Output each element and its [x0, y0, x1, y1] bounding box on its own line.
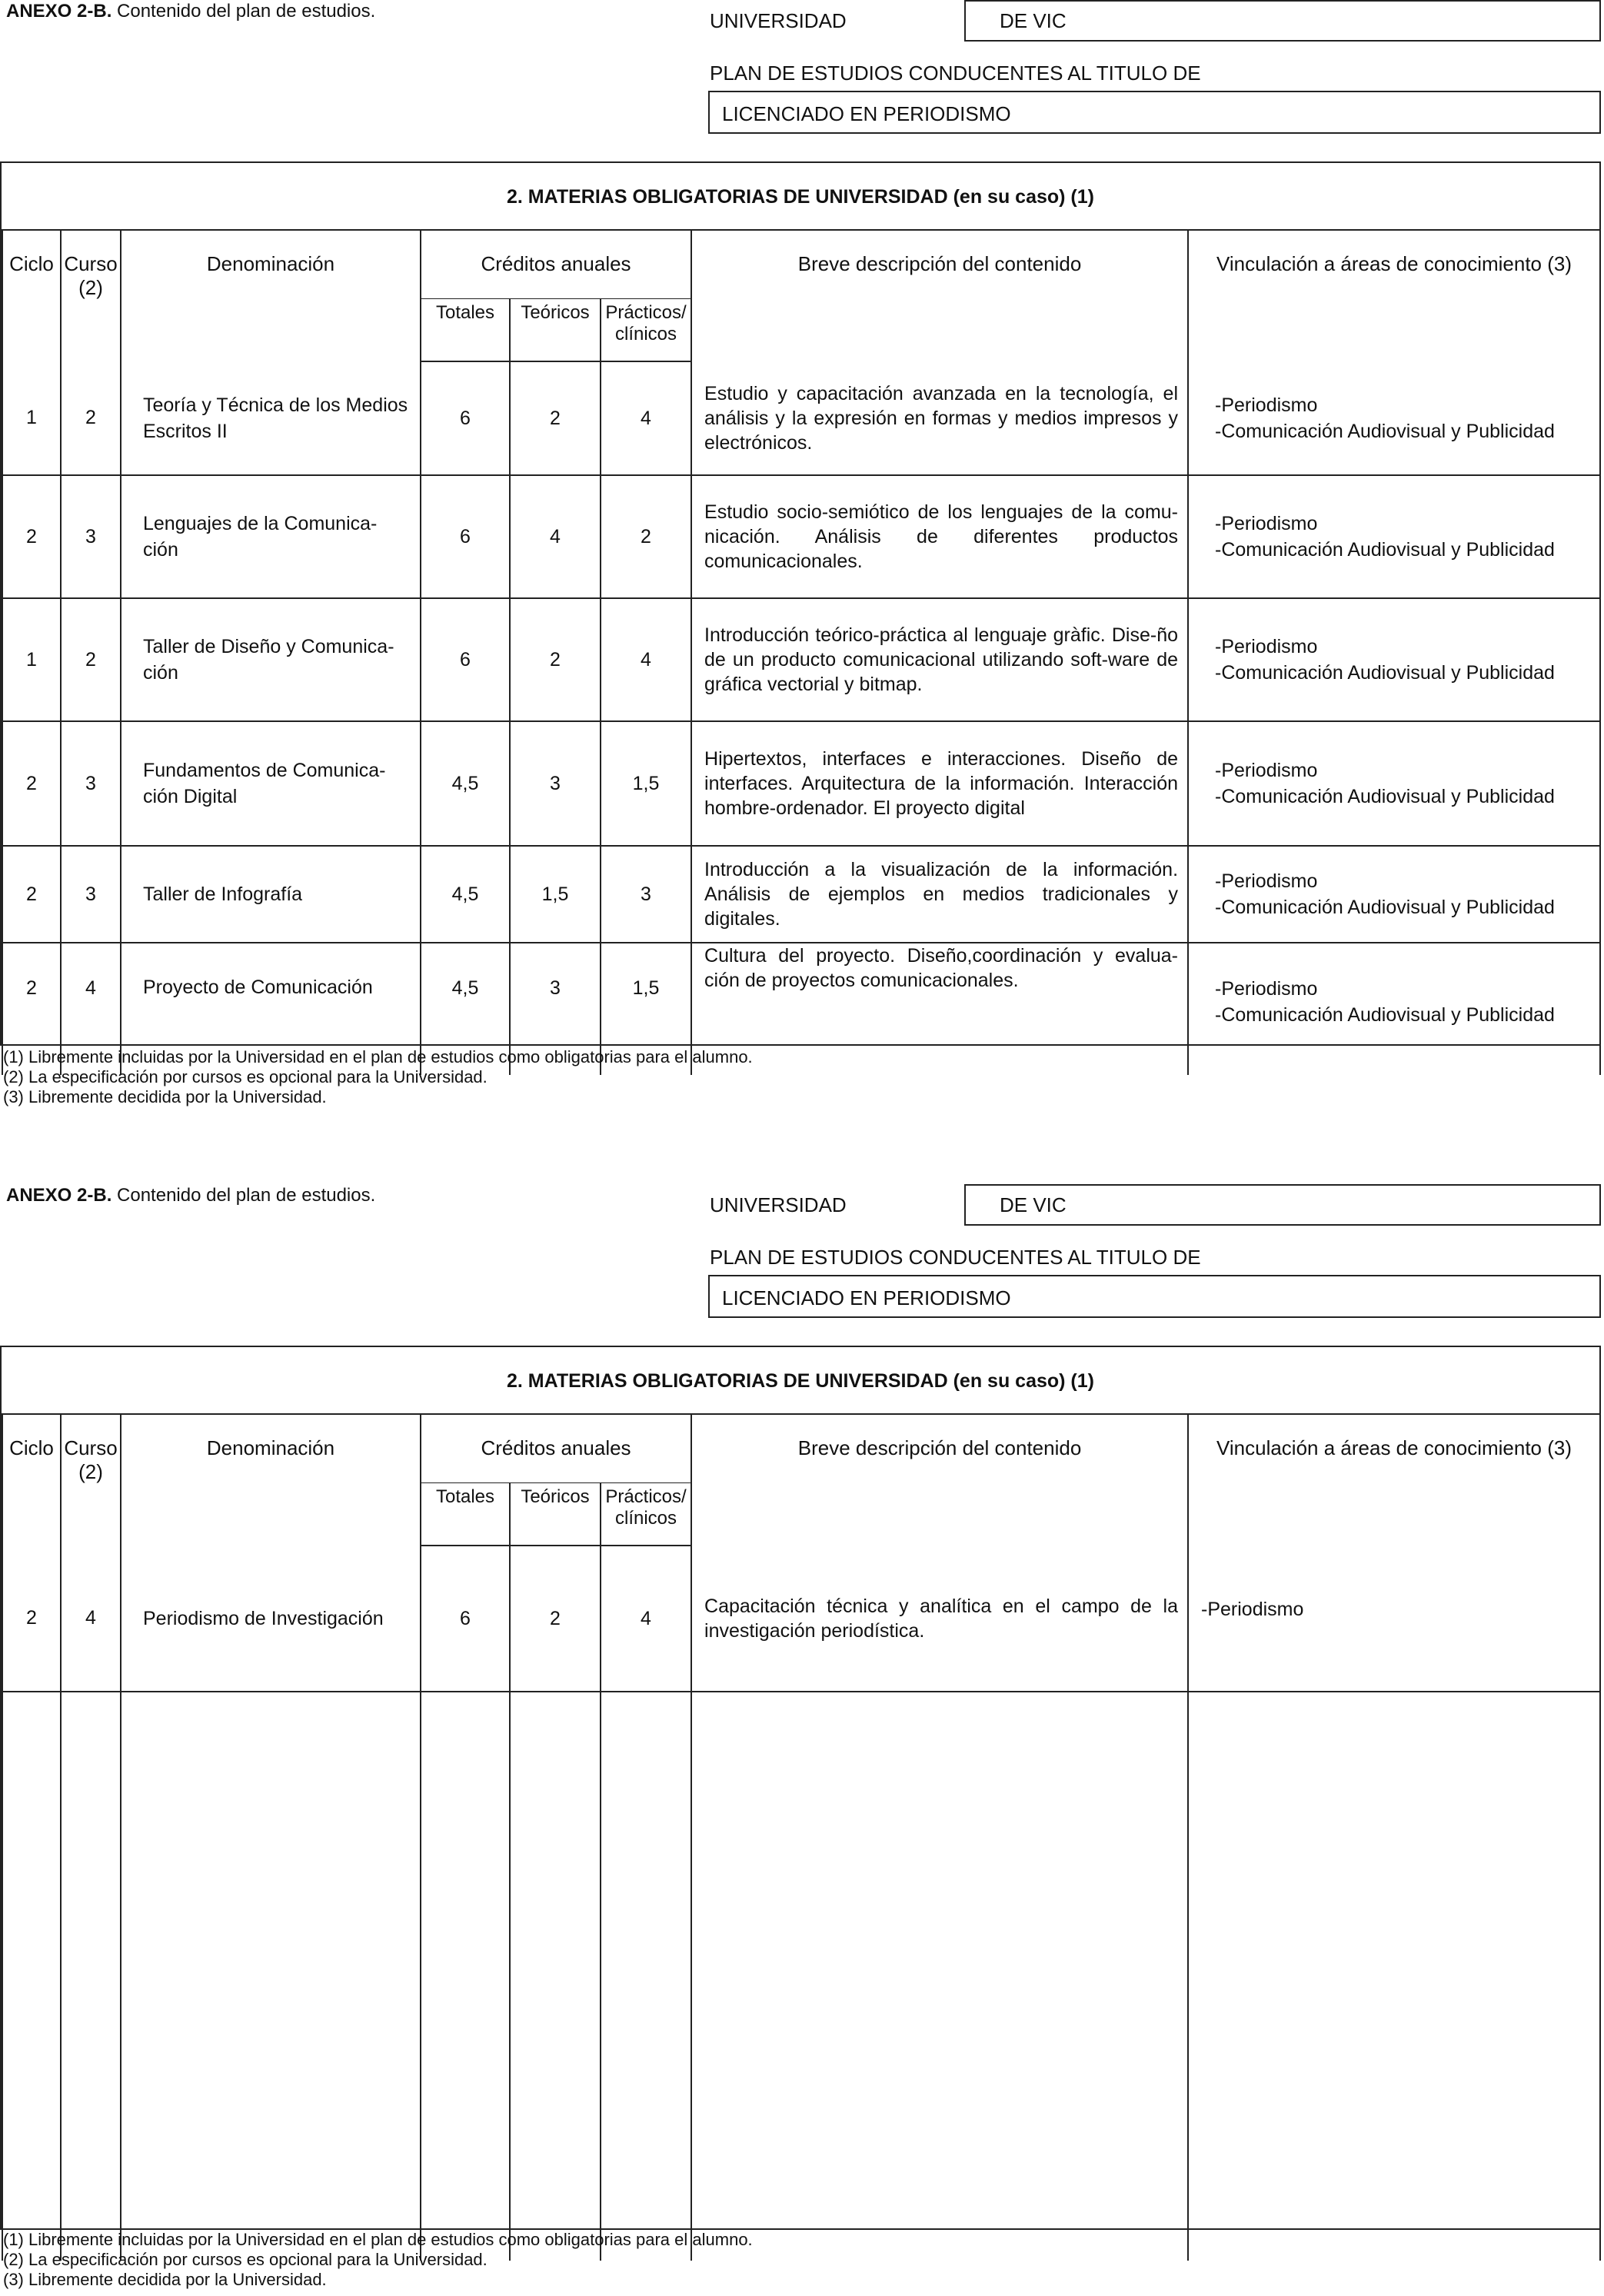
cell-descripcion: Capacitación técnica y analítica en el campo de la investigación periodística. [691, 1546, 1188, 1692]
cell-denominacion: Periodismo de Investigación [121, 1546, 421, 1692]
anexo-heading [6, 1184, 375, 1207]
header-practicos: Prácticos/ clínicos [601, 1483, 691, 1546]
titulo-value: LICENCIADO EN PERIODISMO [708, 91, 1601, 134]
cell-totales: 4,5 [421, 943, 510, 1075]
universidad-label: UNIVERSIDAD [710, 9, 847, 32]
vinculacion-area: -Comunicación Audiovisual y Publicidad [1215, 662, 1555, 684]
cell-curso: 3 [61, 721, 121, 846]
vinculacion-area: -Comunicación Audiovisual y Publicidad [1215, 539, 1555, 561]
footnotes [3, 2230, 753, 2290]
cell-descripcion: Hipertextos, interfaces e interacciones. Diseño de interfaces. Arquitectura de la información. Interacción hombre-ordenador. El proyecto digital [691, 721, 1188, 846]
empty-cell [1188, 1692, 1600, 2261]
cell-curso: 2 [61, 598, 121, 721]
cell-teoricos: 3 [510, 943, 601, 1075]
header-ciclo: Ciclo [2, 231, 61, 361]
cell-practicos: 1,5 [601, 943, 691, 1075]
cell-descripcion: Introducción a la visualización de la información. Análisis de ejemplos en medios tradicionales y digitales. [691, 846, 1188, 943]
table-row [2, 598, 1600, 721]
footnote: (2) La especificación por cursos es opcional para la Universidad. [3, 2250, 488, 2269]
plan-label: PLAN DE ESTUDIOS CONDUCENTES AL TITULO DE [710, 62, 1201, 85]
empty-cell [510, 1692, 601, 2261]
anexo-subtitle: Contenido del plan de estudios. [111, 1, 376, 22]
cell-vinculacion [1188, 598, 1600, 721]
cell-curso: 4 [61, 943, 121, 1075]
empty-cell [121, 1692, 421, 2261]
cell-totales: 6 [421, 598, 510, 721]
cell-denominacion: Taller de Diseño y Comunica-ción [121, 598, 421, 721]
footnote: (1) Libremente incluidas por la Universidad en el plan de estudios como obligatorias para el alumno. [3, 1047, 753, 1066]
cell-totales: 4,5 [421, 846, 510, 943]
universidad-label: UNIVERSIDAD [710, 1193, 847, 1216]
cell-teoricos: 1,5 [510, 846, 601, 943]
table-title: 2. MATERIAS OBLIGATORIAS DE UNIVERSIDAD (en su caso) (1) [2, 163, 1599, 231]
materias-table [2, 1415, 1601, 2261]
cell-denominacion: Teoría y Técnica de los Medios Escritos II [121, 361, 421, 475]
cell-ciclo: 1 [2, 598, 61, 721]
header-vinculacion: Vinculación a áreas de conocimiento (3) [1188, 231, 1600, 361]
cell-vinculacion [1188, 1546, 1600, 1692]
cell-practicos: 4 [601, 1546, 691, 1692]
cell-totales: 6 [421, 475, 510, 598]
header-curso [61, 231, 121, 361]
cell-ciclo: 2 [2, 943, 61, 1075]
plan-label: PLAN DE ESTUDIOS CONDUCENTES AL TITULO DE [710, 1246, 1201, 1269]
header-teoricos: Teóricos [510, 299, 601, 362]
cell-denominacion: Fundamentos de Comunica-ción Digital [121, 721, 421, 846]
cell-vinculacion [1188, 721, 1600, 846]
empty-cell [421, 1692, 510, 2261]
cell-curso: 4 [61, 1546, 121, 1692]
cell-practicos: 3 [601, 846, 691, 943]
header-vinculacion: Vinculación a áreas de conocimiento (3) [1188, 1415, 1600, 1546]
universidad-value: DE VIC [964, 0, 1601, 42]
table-row [2, 361, 1600, 475]
footnote: (3) Libremente decidida por la Universidad. [3, 2270, 327, 2289]
header-curso [61, 1415, 121, 1546]
cell-descripcion: Estudio y capacitación avanzada en la tecnología, el análisis y la expresión en formas y medios impresos y electrónicos. [691, 361, 1188, 475]
cell-teoricos: 4 [510, 475, 601, 598]
cell-totales: 6 [421, 361, 510, 475]
vinculacion-area: -Comunicación Audiovisual y Publicidad [1215, 420, 1555, 442]
cell-descripcion: Estudio socio-semiótico de los lenguajes de la comu-nicación. Análisis de diferentes productos comunicacionales. [691, 475, 1188, 598]
header-curso-label: Curso [64, 252, 118, 275]
table-row [2, 475, 1600, 598]
vinculacion-area: -Periodismo [1215, 760, 1318, 781]
cell-denominacion: Taller de Infografía [121, 846, 421, 943]
header-creditos: Créditos anuales [421, 231, 691, 299]
anexo-heading [6, 0, 375, 23]
cell-practicos: 2 [601, 475, 691, 598]
footnote: (1) Libremente incluidas por la Universidad en el plan de estudios como obligatorias para el alumno. [3, 2230, 753, 2249]
header-curso-note: (2) [78, 1460, 103, 1483]
cell-practicos: 4 [601, 361, 691, 475]
empty-cell [691, 1692, 1188, 2261]
cell-ciclo: 2 [2, 1546, 61, 1692]
header-practicos: Prácticos/ clínicos [601, 299, 691, 362]
empty-cell [61, 1692, 121, 2261]
cell-descripcion: Introducción teórico-práctica al lenguaje gràfic. Dise-ño de un producto comunicacional utilizando soft-ware de gráfica vectorial y bitmap. [691, 598, 1188, 721]
header-descripcion: Breve descripción del contenido [691, 1415, 1188, 1546]
vinculacion-area: -Comunicación Audiovisual y Publicidad [1215, 1004, 1555, 1026]
cell-curso: 3 [61, 475, 121, 598]
cell-ciclo: 2 [2, 721, 61, 846]
cell-totales: 4,5 [421, 721, 510, 846]
cell-descripcion: Cultura del proyecto. Diseño,coordinación y evalua-ción de proyectos comunicacionales. [691, 943, 1188, 1075]
vinculacion-area: -Periodismo [1215, 513, 1318, 534]
materias-table-frame [0, 1346, 1601, 2230]
vinculacion-area: -Periodismo [1215, 870, 1318, 892]
cell-ciclo: 2 [2, 475, 61, 598]
anexo-subtitle: Contenido del plan de estudios. [111, 1185, 376, 1206]
header-ciclo: Ciclo [2, 1415, 61, 1546]
cell-practicos: 4 [601, 598, 691, 721]
cell-ciclo: 2 [2, 846, 61, 943]
cell-denominacion: Proyecto de Comunicación [121, 943, 421, 1075]
cell-vinculacion [1188, 846, 1600, 943]
header-totales: Totales [421, 299, 510, 362]
universidad-value: DE VIC [964, 1184, 1601, 1226]
cell-practicos: 1,5 [601, 721, 691, 846]
cell-vinculacion [1188, 361, 1600, 475]
empty-cell [601, 1692, 691, 2261]
table-row-empty [2, 1692, 1600, 2261]
header-descripcion: Breve descripción del contenido [691, 231, 1188, 361]
materias-table [2, 231, 1601, 1075]
empty-cell [2, 1692, 61, 2261]
vinculacion-area: -Periodismo [1215, 978, 1318, 1000]
table-title: 2. MATERIAS OBLIGATORIAS DE UNIVERSIDAD (en su caso) (1) [2, 1347, 1599, 1415]
cell-ciclo: 1 [2, 361, 61, 475]
footnote: (2) La especificación por cursos es opcional para la Universidad. [3, 1067, 488, 1086]
cell-curso: 3 [61, 846, 121, 943]
footnotes [3, 1047, 753, 1107]
titulo-value: LICENCIADO EN PERIODISMO [708, 1275, 1601, 1318]
table-row [2, 1546, 1600, 1692]
vinculacion-area: -Periodismo [1201, 1599, 1304, 1620]
cell-totales: 6 [421, 1546, 510, 1692]
vinculacion-area: -Comunicación Audiovisual y Publicidad [1215, 786, 1555, 807]
cell-teoricos: 2 [510, 361, 601, 475]
cell-vinculacion [1188, 475, 1600, 598]
footnote: (3) Libremente decidida por la Universidad. [3, 1087, 327, 1106]
header-curso-label: Curso [64, 1436, 118, 1459]
cell-curso: 2 [61, 361, 121, 475]
vinculacion-area: -Periodismo [1215, 394, 1318, 416]
cell-teoricos: 2 [510, 598, 601, 721]
table-row [2, 846, 1600, 943]
cell-teoricos: 2 [510, 1546, 601, 1692]
header-creditos: Créditos anuales [421, 1415, 691, 1483]
header-denominacion: Denominación [121, 231, 421, 361]
header-totales: Totales [421, 1483, 510, 1546]
vinculacion-area: -Comunicación Audiovisual y Publicidad [1215, 897, 1555, 918]
header-denominacion: Denominación [121, 1415, 421, 1546]
materias-table-frame [0, 161, 1601, 1046]
table-row [2, 721, 1600, 846]
cell-denominacion: Lenguajes de la Comunica-ción [121, 475, 421, 598]
vinculacion-area: -Periodismo [1215, 636, 1318, 657]
cell-teoricos: 3 [510, 721, 601, 846]
header-teoricos: Teóricos [510, 1483, 601, 1546]
anexo-label: ANEXO 2-B. [6, 1, 112, 22]
header-curso-note: (2) [78, 276, 103, 299]
anexo-label: ANEXO 2-B. [6, 1185, 112, 1206]
cell-vinculacion [1188, 943, 1600, 1075]
